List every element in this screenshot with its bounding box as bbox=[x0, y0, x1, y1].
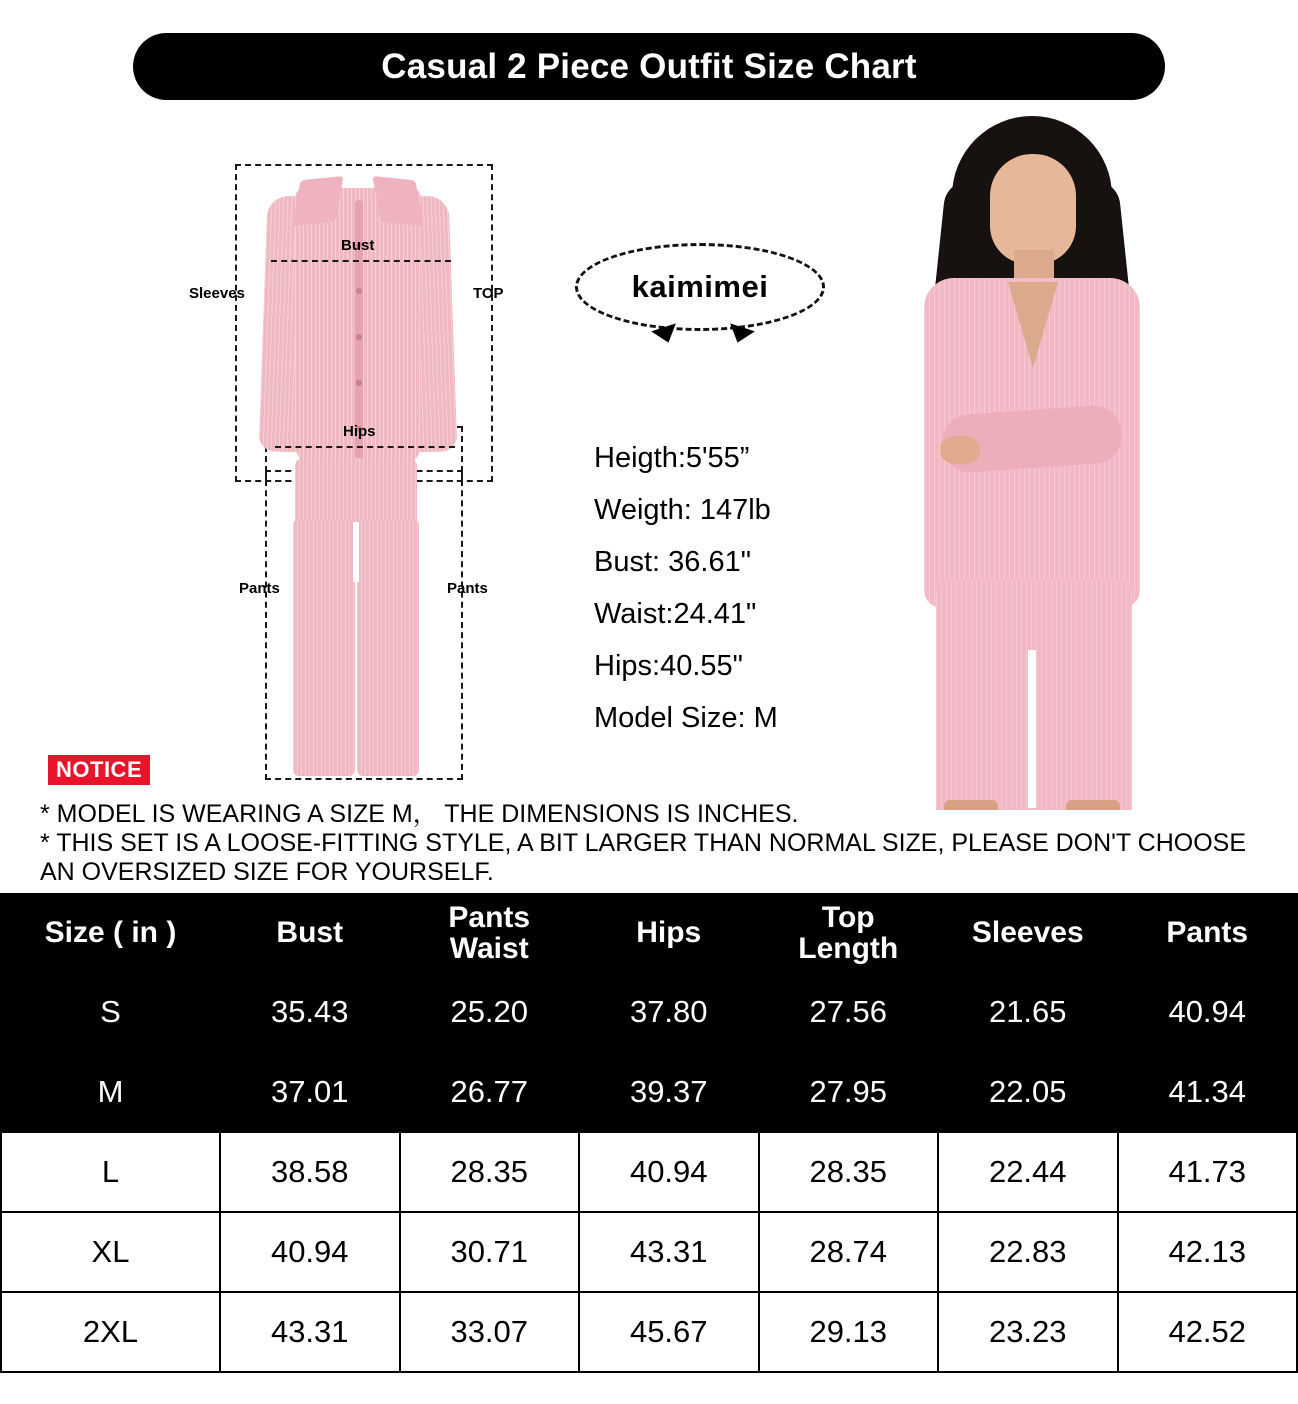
column-header-top-length-line2: Length bbox=[798, 932, 899, 965]
cell-pants: 40.94 bbox=[1118, 972, 1298, 1052]
cell-size: S bbox=[1, 972, 220, 1052]
cell-pants-waist: 25.20 bbox=[400, 972, 580, 1052]
table-header-row bbox=[1, 894, 1297, 972]
column-header-top-length-line1: Top bbox=[821, 901, 875, 934]
label-hips: Hips bbox=[343, 423, 376, 440]
cell-pants: 42.52 bbox=[1118, 1292, 1298, 1372]
model-photo bbox=[880, 110, 1210, 810]
cell-size: M bbox=[1, 1052, 220, 1132]
cell-hips: 40.94 bbox=[579, 1132, 759, 1212]
label-bust: Bust bbox=[341, 237, 375, 254]
table-row bbox=[1, 1052, 1297, 1132]
cell-hips: 37.80 bbox=[579, 972, 759, 1052]
cell-top-length: 27.56 bbox=[759, 972, 939, 1052]
column-header-hips-text: Hips bbox=[636, 916, 702, 949]
column-header-pants-waist bbox=[400, 894, 580, 972]
cell-bust: 35.43 bbox=[220, 972, 400, 1052]
shirt-button bbox=[356, 288, 362, 294]
hips-measure-line bbox=[275, 446, 455, 448]
notice-badge: NOTICE bbox=[48, 755, 150, 785]
cell-size: XL bbox=[1, 1212, 220, 1292]
table-row bbox=[1, 1132, 1297, 1212]
cell-hips: 43.31 bbox=[579, 1212, 759, 1292]
cell-hips: 45.67 bbox=[579, 1292, 759, 1372]
pants-waistband bbox=[295, 458, 417, 528]
cell-sleeves: 21.65 bbox=[938, 972, 1118, 1052]
cell-pants: 41.73 bbox=[1118, 1132, 1298, 1212]
cell-size: 2XL bbox=[1, 1292, 220, 1372]
cell-top-length: 28.35 bbox=[759, 1132, 939, 1212]
column-header-sleeves-text: Sleeves bbox=[971, 916, 1084, 949]
shirt-button bbox=[356, 334, 362, 340]
cell-pants-waist: 30.71 bbox=[400, 1212, 580, 1292]
column-header-size bbox=[1, 894, 220, 972]
notice-line-2: * THIS SET IS A LOOSE-FITTING STYLE, A BIT LARGER THAN NORMAL SIZE, PLEASE DON'T CHOOSE AN OVERSIZED SIZE FOR YOURSELF. bbox=[40, 829, 1247, 886]
cell-sleeves: 23.23 bbox=[938, 1292, 1118, 1372]
notice-text-block bbox=[40, 800, 1270, 887]
cell-pants-waist: 26.77 bbox=[400, 1052, 580, 1132]
cell-bust: 43.31 bbox=[220, 1292, 400, 1372]
bust-measure-line bbox=[271, 260, 451, 262]
pants-crotch-gap bbox=[353, 522, 359, 582]
column-header-sleeves bbox=[938, 894, 1118, 972]
brand-logo bbox=[575, 243, 825, 331]
pants-illustration bbox=[287, 458, 425, 776]
model-hand bbox=[940, 436, 980, 464]
notice-line-1: * MODEL IS WEARING A SIZE M， THE DIMENSIONS IS INCHES. bbox=[40, 800, 799, 828]
column-header-bust bbox=[220, 894, 400, 972]
model-face bbox=[990, 154, 1076, 264]
model-spec-list bbox=[594, 432, 914, 744]
cell-hips: 39.37 bbox=[579, 1052, 759, 1132]
cell-bust: 40.94 bbox=[220, 1212, 400, 1292]
cell-size: L bbox=[1, 1132, 220, 1212]
garment-measurement-diagram bbox=[189, 140, 555, 810]
column-header-pants-waist-line2: Waist bbox=[449, 932, 529, 965]
model-spec-size: Model Size: M bbox=[594, 702, 778, 734]
pants-leg-left bbox=[293, 520, 355, 776]
cell-pants: 42.13 bbox=[1118, 1212, 1298, 1292]
column-header-pants bbox=[1118, 894, 1298, 972]
cell-sleeves: 22.83 bbox=[938, 1212, 1118, 1292]
label-pants-right: Pants bbox=[447, 580, 488, 597]
cell-pants-waist: 28.35 bbox=[400, 1132, 580, 1212]
model-spec-waist: Waist:24.41" bbox=[594, 598, 757, 630]
cell-top-length: 28.74 bbox=[759, 1212, 939, 1292]
cell-top-length: 29.13 bbox=[759, 1292, 939, 1372]
pants-leg-right bbox=[357, 520, 419, 776]
cell-sleeves: 22.44 bbox=[938, 1132, 1118, 1212]
model-spec-height: Heigth:5'55” bbox=[594, 442, 750, 474]
cell-pants: 41.34 bbox=[1118, 1052, 1298, 1132]
column-header-size-text: Size ( in ) bbox=[44, 916, 177, 949]
label-top: TOP bbox=[473, 285, 504, 302]
table-row bbox=[1, 1212, 1297, 1292]
model-spec-weight: Weigth: 147lb bbox=[594, 494, 771, 526]
cell-pants-waist: 33.07 bbox=[400, 1292, 580, 1372]
shirt-collar-right bbox=[372, 176, 423, 226]
column-header-hips bbox=[579, 894, 759, 972]
brand-name: kaimimei bbox=[631, 269, 769, 304]
cell-top-length: 27.95 bbox=[759, 1052, 939, 1132]
model-spec-bust: Bust: 36.61" bbox=[594, 546, 752, 578]
model-spec-hips: Hips:40.55" bbox=[594, 650, 743, 682]
label-pants-left: Pants bbox=[239, 580, 280, 597]
cell-sleeves: 22.05 bbox=[938, 1052, 1118, 1132]
table-row bbox=[1, 972, 1297, 1052]
column-header-top-length bbox=[759, 894, 939, 972]
cell-bust: 37.01 bbox=[220, 1052, 400, 1132]
size-chart-table bbox=[0, 893, 1298, 1373]
shirt-button bbox=[356, 380, 362, 386]
column-header-bust-text: Bust bbox=[276, 916, 344, 949]
column-header-pants-text: Pants bbox=[1166, 916, 1249, 949]
model-pants-gap bbox=[1028, 650, 1036, 808]
page-title: Casual 2 Piece Outfit Size Chart bbox=[381, 46, 917, 86]
cell-bust: 38.58 bbox=[220, 1132, 400, 1212]
label-sleeves: Sleeves bbox=[189, 285, 245, 302]
table-row bbox=[1, 1292, 1297, 1372]
column-header-pants-waist-line1: Pants bbox=[448, 901, 531, 934]
page-title-banner bbox=[133, 33, 1165, 100]
